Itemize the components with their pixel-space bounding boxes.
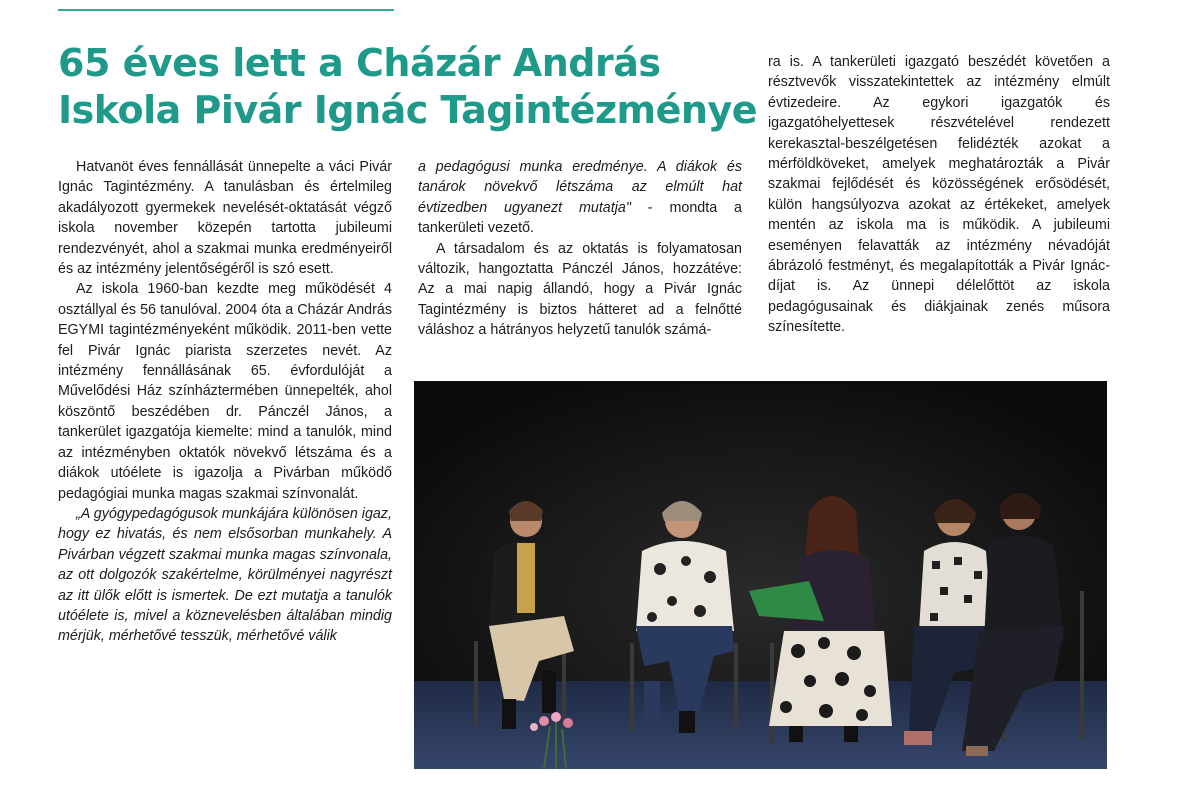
paragraph: ra is. A tankerületi igazgató beszédét követően a résztvevők visszatekintettek az intézmény elmúlt évtizedeire. Az egykori igazgatók és igazgatóhelyettesek részvételével rendezett kerekasztal-beszélgetésen felidézték azokat a mérföldköveket, amelyek meghatározták a Pivár szakmai fejlődését és közösségének erősödését, külön hangsúlyozva azokat az értékeket, amelyek mentén az iskola ma is működik. A jubileumi eseményen felavatták az intézmény névadóját ábrázoló festményt, és megalapították a Pivár Ignác-díjat is. Az ünnepi délelőttöt az iskola pedagógusainak és diákjainak zenés műsora színesítette.: [768, 54, 1110, 336]
column-3: [768, 52, 1110, 338]
paragraph: Hatvanöt éves fennállását ünnepelte a váci Pivár Ignác Tagintézmény. A tanulásban és értelmileg akadályozott gyermekek nevelését-oktatását végző iskola november közepén tartotta jubileumi rendezvényét, ahol a szakmai munka eredményeiről és az intézmény jelentőségéről is szó esett.: [58, 159, 392, 278]
quote-end: a pedagógusi munka eredménye. A diákok és tanárok növekvő létszáma az elmúlt hat évtizedben ugyanezt mutatja": [418, 159, 742, 216]
article-title: 65 éves lett a Cházár András Iskola Pivár Ignác Tagintézménye: [58, 41, 758, 132]
stage-illustration: [414, 381, 1107, 769]
column-1: [58, 157, 392, 647]
paragraph: [418, 157, 742, 239]
paragraph: A társadalom és az oktatás is folyamatosan változik, hangoztatta Pánczél János, hozzátéve: Az a mai napig állandó, hogy a Pivár Ignác Tagintézmény is biztos hátteret ad a felnőtté váláshoz a hátrányos helyzetű tanulók számá-: [418, 240, 742, 339]
paragraph: Az iskola 1960-ban kezdte meg működését 4 osztállyal és 56 tanulóval. 2004 óta a Cházár András EGYMI tagintézményeként működik. 2011-ben vette fel Pivár Ignác piarista szerzetes nevét. Az intézmény fennállásának 65. évfordulóját a Művelődési Ház színháztermében ünnepelték, ahol köszöntő beszédében dr. Pánczél János, a tankerület igazgatója kiemelte: mind a tanulók, mind az intézményben oktatók növekvő létszáma és a diákok utóélete is igazolja a Pivárban működő pedagógiai munka magas szakmai színvonalát.: [58, 281, 392, 502]
quote-paragraph: „A gyógypedagógusok munkájára különösen igaz, hogy ez hivatás, és nem elsősorban munkahely. A Pivárban végzett szakmai munka magas színvonala, az ott dolgozók szakértelme, körülményei nagyrészt az itt ülők előtt is ismertek. De ezt mutatja a tanulók utóélete is, mivel a köznevelésben általában mindig mérjük, mérhetővé tesszük, mérhetővé válik: [58, 505, 392, 645]
column-2: [418, 157, 742, 341]
quote-attribution: - mondta a tankerületi vezető.: [418, 199, 742, 237]
event-photo: [414, 381, 1107, 769]
top-rule: [58, 9, 394, 11]
